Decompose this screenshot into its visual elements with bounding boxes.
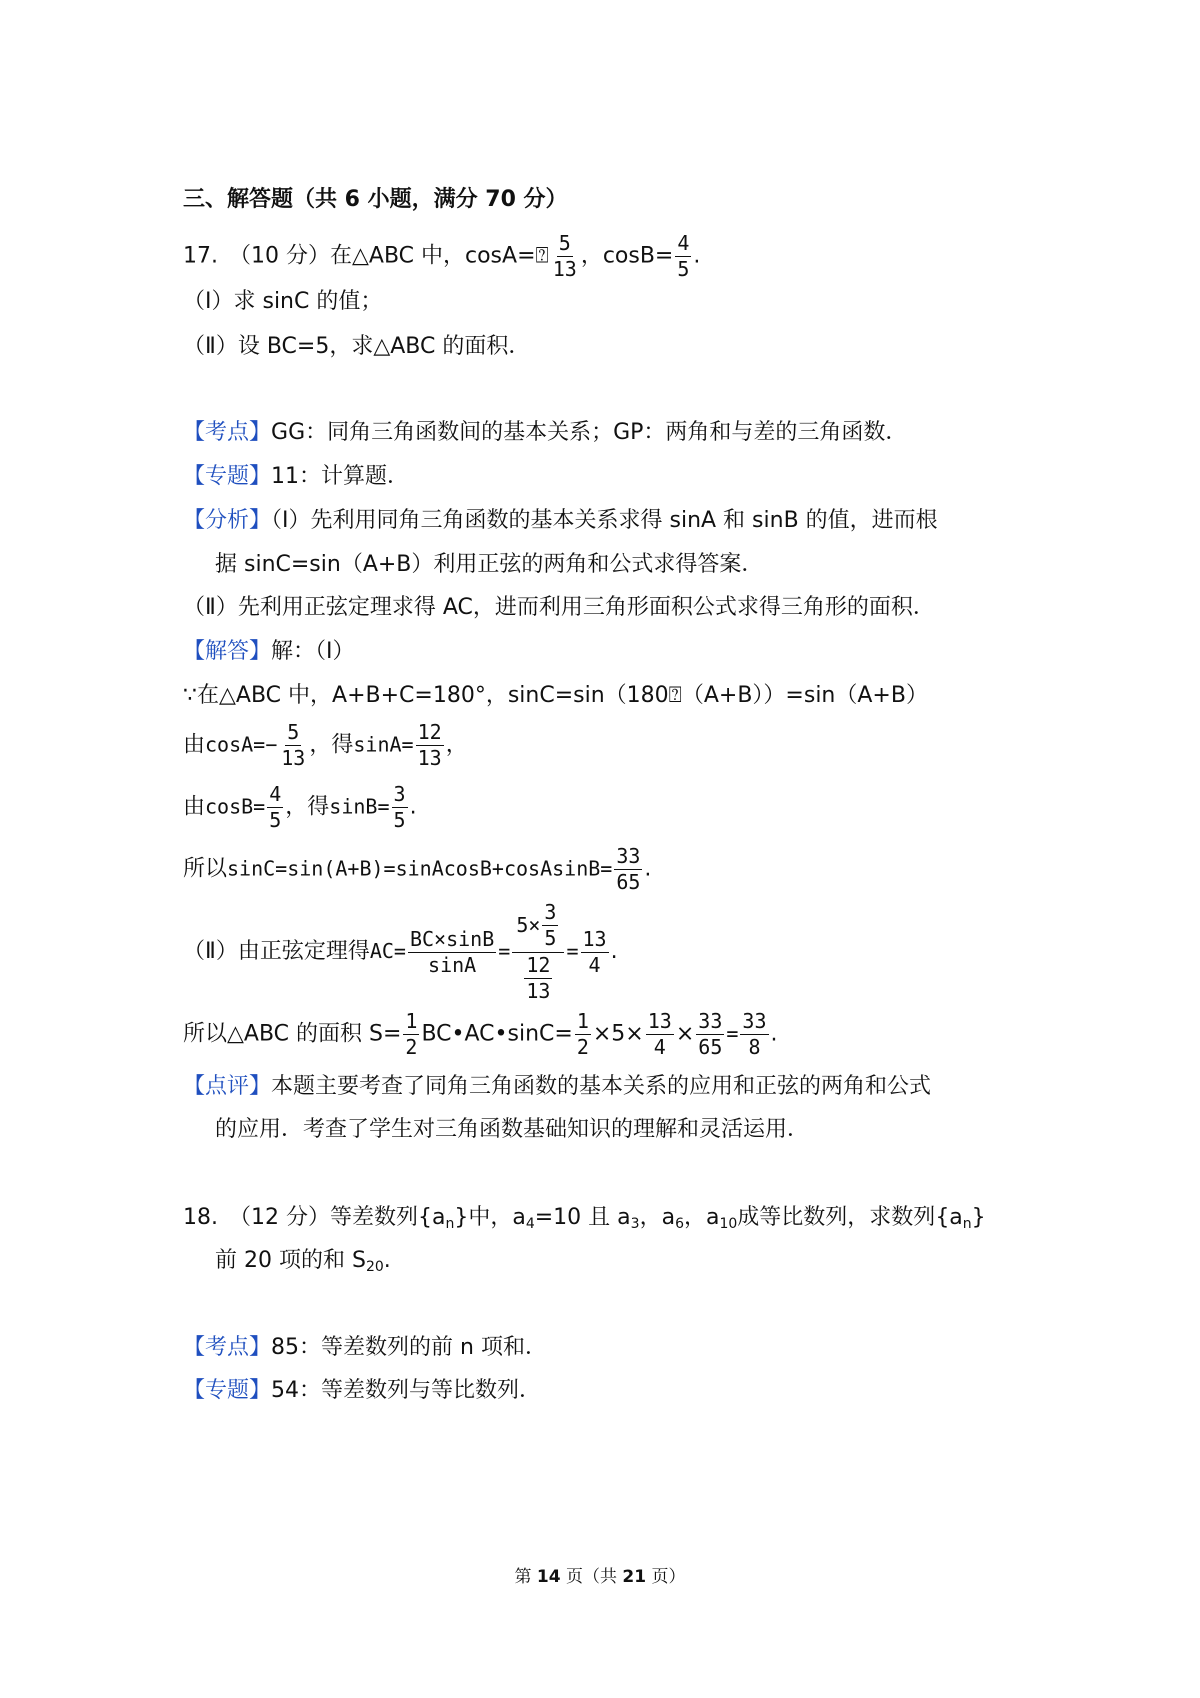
- sol5-f2-top-frac: [542, 902, 558, 949]
- sol3-pre: 由: [183, 794, 206, 820]
- q18-seq1-close: }: [454, 1205, 469, 1230]
- sol5-f2-top-a: 5×: [516, 913, 541, 937]
- jieda-text: 解：（Ⅰ）: [271, 639, 355, 664]
- zhuanti-text: 11：计算题．: [271, 464, 410, 489]
- q18-s20-sub: 20: [365, 1259, 384, 1275]
- sol2-sinA: sinA=: [353, 732, 414, 757]
- q18-zhuanti-text: 54：等差数列与等比数列．: [271, 1378, 542, 1403]
- sol2-sinA-fraction: [416, 722, 444, 769]
- q17-part2: （Ⅱ）设 BC=5，求△ABC 的面积．: [183, 334, 531, 359]
- q18-seq2-sub: n: [962, 1216, 972, 1232]
- sol6-end: .: [770, 1021, 778, 1047]
- sol4-den: 65: [616, 870, 641, 894]
- sol5-f2-top-num: 3: [544, 900, 557, 924]
- q17-end: .: [693, 243, 701, 269]
- footer-mid: 页（共: [560, 1567, 623, 1587]
- q17-dianping: [183, 1076, 931, 1098]
- sol4-num: 33: [616, 844, 641, 868]
- kaodian-text: GG：同角三角函数间的基本关系；GP：两角和与差的三角函数．: [271, 420, 908, 445]
- sol6-frac-b: [696, 1011, 724, 1058]
- sol6-mid: BC•AC•sinC=: [421, 1021, 573, 1047]
- sol5-fraction-3: [581, 926, 609, 977]
- q17-cosB-fraction: [675, 233, 691, 280]
- solution-line-4: [183, 846, 651, 893]
- q17-cosB-den: 5: [677, 257, 690, 281]
- q18-statement: [183, 1207, 986, 1231]
- q18-a3-sub: 3: [630, 1216, 640, 1232]
- q17-statement: [183, 233, 700, 280]
- sol5-f3-num: 13: [582, 926, 607, 951]
- sol6-h2-num: 1: [576, 1009, 589, 1033]
- solution-line-2: [183, 722, 468, 769]
- sol3-sinB: sinB=: [329, 794, 390, 819]
- q17-mid: ，cosB=: [580, 243, 674, 269]
- q18-a4-sub: 4: [525, 1216, 535, 1232]
- sol5-f1-num: BC×sinB: [409, 926, 495, 951]
- q18-seq2-close: }: [971, 1205, 986, 1230]
- fenxi-text-3: （Ⅱ）先利用正弦定理求得 AC，进而利用三角形面积公式求得三角形的面积．: [183, 595, 935, 620]
- sol2-sinA-den: 13: [417, 746, 442, 770]
- q18-p6: 成等比数列，求数列: [737, 1205, 936, 1230]
- sol6-pre: 所以△ABC 的面积 S=: [183, 1021, 402, 1047]
- q18-a6-sub: 6: [675, 1216, 684, 1232]
- sol3-sinB-fraction: [392, 784, 408, 831]
- sol6-eq: =: [726, 1021, 739, 1046]
- sol6-h2-den: 2: [576, 1035, 589, 1059]
- q18-line2-text: 前 20 项的和 S: [215, 1248, 366, 1273]
- q18-p4: ，a: [639, 1205, 676, 1230]
- sol2-sinA-num: 12: [417, 720, 442, 744]
- zhuanti-tag: 【专题】: [183, 464, 272, 489]
- q17-cosA-sign: ⍰: [535, 243, 549, 269]
- sol6-times: ×: [675, 1021, 695, 1047]
- sol3-sinB-den: 5: [393, 808, 406, 832]
- dianping-text-2: 的应用．考查了学生对三角函数基础知识的理解和灵活运用．: [215, 1117, 810, 1142]
- footer-page-number: 14: [536, 1567, 561, 1587]
- q18-zhuanti: [183, 1380, 541, 1402]
- sol2-cosA-fraction: [279, 722, 307, 769]
- sol2-cosA-den: 13: [281, 746, 306, 770]
- footer-total-pages: 21: [622, 1567, 647, 1587]
- sol5-f2-bot-den: 13: [526, 979, 551, 1003]
- sol5-end: .: [610, 939, 618, 964]
- q18-kaodian-text: 85：等差数列的前 n 项和．: [271, 1335, 547, 1360]
- q18-line2-end: .: [383, 1248, 391, 1273]
- sol4-fraction: [614, 846, 642, 893]
- sol6-b-num: 33: [698, 1009, 723, 1033]
- sol5-f2-bottom: [520, 953, 556, 1002]
- sol3-cosB: cosB=: [205, 794, 266, 819]
- sol6-h-num: 1: [405, 1009, 418, 1033]
- q17-fenxi: [183, 510, 938, 532]
- sol6-b-den: 65: [698, 1035, 723, 1059]
- dianping-text-1: 本题主要考查了同角三角函数的基本关系的应用和正弦的两角和公式: [271, 1074, 932, 1099]
- sol5-f2-top: [512, 902, 564, 953]
- sol6-c-den: 8: [748, 1035, 761, 1059]
- sol2-end: ，: [445, 732, 468, 758]
- q18-a10-sub: 10: [719, 1216, 738, 1232]
- sol3-cosB-num: 4: [269, 782, 282, 806]
- sol5-fraction-1: [408, 926, 496, 977]
- sol4-expr: sinC=sin(A+B)=sinAcosB+cosAsinB=: [227, 856, 613, 881]
- sol6-times5: ×5×: [592, 1021, 644, 1047]
- fenxi-text-1: （Ⅰ）先利用同角三角函数的基本关系求得 sinA 和 sinB 的值，进而根: [271, 508, 938, 533]
- q18-kaodian: [183, 1337, 547, 1359]
- footer-post: 页）: [646, 1567, 686, 1587]
- sol5-f2-bot-frac: [524, 955, 552, 1002]
- kaodian-tag: 【考点】: [183, 420, 272, 445]
- sol6-c-num: 33: [742, 1009, 767, 1033]
- fenxi-tag: 【分析】: [183, 508, 272, 533]
- dianping-tag: 【点评】: [183, 1074, 272, 1099]
- sol3-end: .: [409, 794, 417, 820]
- q18-p2: 中，a: [468, 1205, 526, 1230]
- sol2-pre: 由: [183, 732, 206, 758]
- sol3-mid: ，得: [285, 794, 330, 820]
- sol3-sinB-num: 3: [393, 782, 406, 806]
- section-heading: 三、解答题（共 6 小题，满分 70 分）: [183, 187, 568, 212]
- sol6-a-den: 4: [653, 1035, 666, 1059]
- sol4-end: .: [644, 856, 652, 882]
- sol5-f2-bot-num: 12: [526, 953, 551, 977]
- sol5-f3-den: 4: [588, 952, 601, 977]
- sol5-fraction-2: [512, 902, 564, 1002]
- jieda-tag: 【解答】: [183, 639, 272, 664]
- q17-cosB-num: 4: [677, 231, 690, 255]
- fenxi-text-2: 据 sinC=sin（A+B）利用正弦的两角和公式求得答案．: [215, 552, 764, 577]
- footer-pre: 第: [514, 1567, 537, 1587]
- page-footer: [0, 1562, 1200, 1587]
- q17-part1: （Ⅰ）求 sinC 的值；: [183, 289, 383, 314]
- sol2-cosA: cosA=−: [205, 732, 278, 757]
- solution-line-6: [183, 1011, 778, 1058]
- sol5-f2-top-den: 5: [544, 926, 557, 950]
- q17-jieda: [183, 641, 355, 663]
- sol6-frac-a: [646, 1011, 674, 1058]
- q18-seq2: {a: [935, 1205, 963, 1230]
- sol5-eq2: =: [566, 939, 579, 963]
- sol5-f1-den: sinA: [428, 952, 477, 977]
- solution-line-3: [183, 784, 417, 831]
- sol6-half-2: [575, 1011, 591, 1058]
- sol2-cosA-num: 5: [287, 720, 300, 744]
- q18-seq1: {a: [417, 1205, 446, 1230]
- sol6-a-num: 13: [647, 1009, 672, 1033]
- sol2-mid: ，得: [309, 732, 354, 758]
- q17-zhuanti: [183, 466, 409, 488]
- q17-prefix: 17. （10 分）在△ABC 中，cosA=: [183, 243, 536, 269]
- q18-kaodian-tag: 【考点】: [183, 1335, 272, 1360]
- q18-zhuanti-tag: 【专题】: [183, 1378, 272, 1403]
- sol4-pre: 所以: [183, 856, 228, 882]
- q18-line-2: [215, 1250, 391, 1274]
- q18-p5: ，a: [683, 1205, 720, 1230]
- q17-cosA-num: 5: [558, 231, 571, 255]
- q18-seq1-sub: n: [445, 1216, 455, 1232]
- sol6-frac-c: [740, 1011, 768, 1058]
- solution-line-1: ∵在△ABC 中，A+B+C=180°，sinC=sin（180⍰（A+B））=sin（A+B）: [183, 683, 928, 708]
- q17-kaodian: [183, 422, 907, 444]
- sol5-pre: （Ⅱ）由正弦定理得: [183, 939, 370, 964]
- q18-p1: 18. （12 分）等差数列: [183, 1205, 418, 1230]
- sol3-cosB-den: 5: [269, 808, 282, 832]
- sol6-half-1: [403, 1011, 419, 1058]
- sol6-h-den: 2: [405, 1035, 418, 1059]
- q18-p3: =10 且 a: [534, 1205, 631, 1230]
- q17-cosA-den: 13: [552, 257, 577, 281]
- sol3-cosB-fraction: [267, 784, 283, 831]
- sol5-eq1: =: [498, 939, 511, 963]
- q17-cosA-fraction: [551, 233, 579, 280]
- sol5-ac: AC=: [369, 939, 406, 963]
- solution-line-5: [183, 902, 618, 1002]
